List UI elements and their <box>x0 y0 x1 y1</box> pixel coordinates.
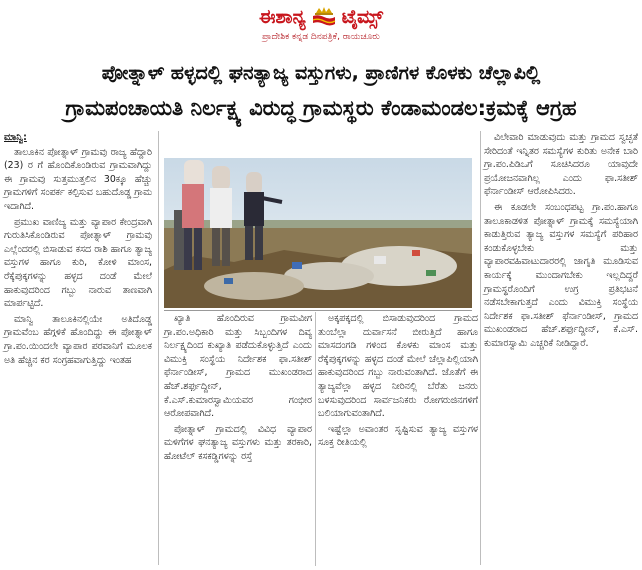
news-photo <box>164 158 472 308</box>
article-paragraph: ತಾಲೂಕಿನ ಪೋತ್ನಾಳ್ ಗ್ರಾಮವು ರಾಜ್ಯ ಹೆದ್ದಾರಿ (23) ರ ಗೆ ಹೊಂದಿಕೊಂಡಿರುವ ಗ್ರಾಮವಾಗಿದ್ದು ಈ ಗ್ರಾಮವು ಸುತ್ತಮುತ್ತಲಿನ 30ಕ್ಕೂ ಹೆಚ್ಚು ಗ್ರಾಮಗಳಿಗೆ ಸಂಪರ್ಕ ಕಲ್ಪಿಸುವ ಬಹುದೊಡ್ಡ ಗ್ರಾಮ ಇದಾಗಿದೆ. <box>4 146 152 212</box>
column-divider <box>480 131 481 565</box>
article-paragraph: ಇಷ್ಟೆಲ್ಲಾ ಅವಾಂತರ ಸೃಷ್ಟಿಸುವ ತ್ಯಾಜ್ಯ ವಸ್ತುಗಳ ಸೂಕ್ತ ರೀತಿಯಲ್ಲಿ <box>318 423 478 449</box>
column-divider <box>158 131 159 565</box>
garbage-site-photo-image <box>164 158 472 308</box>
headline-primary: ಪೋತ್ನಾಳ್ ಹಳ್ಳದಲ್ಲಿ ಘನತ್ಯಾಜ್ಯ ವಸ್ತುಗಳು, ಪ್ರಾಣಿಗಳ ಕೊಳಕು ಚೆಲ್ಲಾಪಿಲ್ಲಿ <box>101 62 541 84</box>
article-paragraph: ಈ ಕೂಡಲೇ ಸಂಬಂಧಪಟ್ಟ ಗ್ರಾ.ಪಂ.ಹಾಗೂ ತಾಲೂಕಾಡಳಿತ ಪೋತ್ನಾಳ್ ಗ್ರಾಮಕ್ಕೆ ಸಮಸ್ಯೆಯಾಗಿ ಕಾಡುತ್ತಿರುವ ತ್ಯಾಜ್ಯ ವಸ್ತುಗಳ ಸಮಸ್ಯೆಗೆ ಪರಿಹಾರ ಕಂಡುಕೊಳ್ಳಬೇಕು ಮತ್ತು ವ್ಯಾಪಾರವಹಿವಾಟುದಾರರಲ್ಲಿ ಜಾಗೃತಿ ಮೂಡಿಸುವ ಕಾರ್ಯಕ್ಕೆ ಮುಂದಾಗಬೇಕು ಇಲ್ಲದಿದ್ದರೆ ಗ್ರಾಮಸ್ಥರೊಂದಿಗೆ ಉಗ್ರ ಪ್ರತಿಭಟನೆ ನಡೆಸಬೇಕಾಗುತ್ತದೆ ಎಂದು ವಿಮುಕ್ತಿ ಸಂಸ್ಥೆಯ ನಿರ್ದೇಶಕ ಫಾ.ಸತೀಶ್ ಫೆರ್ನಾಂಡೀಸ್, ಗ್ರಾಮದ ಮುಖಂಡರಾದ ಹೆಚ್.ಶರ್ಫುದ್ದೀನ್, ಕೆ.ಎಸ್. ಕುಮಾರಸ್ವಾಮಿ ಎಚ್ಚರಿಕೆ ನೀಡಿದ್ದಾರೆ. <box>484 201 638 349</box>
article-paragraph: ಖ್ಯಾತಿ ಹೊಂದಿರುವ ಗ್ರಾಮವೀಗ ಗ್ರಾ.ಪಂ.ಅಧಿಕಾರಿ ಮತ್ತು ಸಿಬ್ಬಂದಿಗಳ ದಿವ್ಯ ನಿರ್ಲಕ್ಷ್ಯದಿಂದ ಕುಖ್ಯಾತಿ ಪಡೆದುಕೊಳ್ಳುತ್ತಿದೆ ಎಂದು ವಿಮುಕ್ತಿ ಸಂಸ್ಥೆಯ ನಿರ್ದೇಶಕ ಫಾ.ಸತೀಶ್ ಫೆರ್ನಾಂಡೀಸ್, ಗ್ರಾಮದ ಮುಖಂಡರಾದ ಹೆಚ್.ಶರ್ಫುದ್ದೀನ್, ಕೆ.ಎಸ್.ಕುಮಾರಸ್ವಾಮಿಯವರ ಗಂಭೀರ ಆರೋಪವಾಗಿದೆ. <box>164 313 312 420</box>
article-column-middle-2 <box>318 312 478 566</box>
tagline: ಪ್ರಾದೇಶಿಕ ಕನ್ನಡ ದಿನಪತ್ರಿಕೆ, ರಾಯಚೂರು <box>262 32 380 42</box>
masthead <box>0 0 642 52</box>
article-paragraph: ಪ್ರಮುಖ ವಾಣಿಜ್ಯ ಮತ್ತು ವ್ಯಾಪಾರ ಕೇಂದ್ರವಾಗಿ ಗುರುತಿಸಿಕೊಂಡಿರುವ ಪೋತ್ನಾಳ್ ಗ್ರಾಮವು ಎಲ್ಲೆಂದರಲ್ಲಿ ಬಿಸಾಡುವ ಕಸದ ರಾಶಿ ಹಾಗೂ ತ್ಯಾಜ್ಯ ವಸ್ತುಗಳ ಹಾಗೂ ಕುರಿ, ಕೋಳಿ ಮಾಂಸ, ರೆಕ್ಕೆಪುಕ್ಕಗಳನ್ನು ಹಳ್ಳದ ದಂಡೆ ಮೇಲೆ ಹಾಕುವುದರಿಂದ ಗಬ್ಬು ನಾರುವ ತಾಣವಾಗಿ ಮಾರ್ಪಟ್ಟಿದೆ. <box>4 216 152 310</box>
article-paragraph: ಪೋತ್ನಾಳ್ ಗ್ರಾಮದಲ್ಲಿ ವಿವಿಧ ವ್ಯಾಪಾರ ಮಳಿಗೆಗಳ ಘನತ್ಯಾಜ್ಯ ವಸ್ತುಗಳು ಮತ್ತು ತರಕಾರಿ, ಹೋಟೆಲ್ ಕಸಕಡ್ಡಿಗಳನ್ನು ರಸ್ತೆ <box>164 423 312 462</box>
article-column-middle-1 <box>164 312 312 566</box>
article-column-left <box>4 131 152 567</box>
brand-logo <box>230 4 412 30</box>
brand-name-left: ಈಶಾನ್ಯ <box>258 6 306 28</box>
article-column-right <box>484 131 638 567</box>
photo-bottom-rule <box>164 310 472 311</box>
headline-secondary: ಗ್ರಾಮಪಂಚಾಯತಿ ನಿರ್ಲಕ್ಷ್ಯ ವಿರುದ್ಧ ಗ್ರಾಮಸ್ಥರು ಕೆಂಡಾಮಂಡಲ:ಕ್ರಮಕ್ಕೆ ಆಗ್ರಹ <box>65 96 577 120</box>
article-paragraph: ಮಾನ್ವಿ ತಾಲೂಕಿನಲ್ಲಿಯೇ ಅತಿದೊಡ್ಡ ಗ್ರಾಮವೆಂಬ ಹೆಗ್ಗಳಿಕೆ ಹೊಂದಿದ್ದು ಈ ಪೋತ್ನಾಳ್ ಗ್ರಾ.ಪಂ.ಯಿಂದಲೇ ವ್ಯಾಪಾರ ಪರವಾನಿಗೆ ಮೂಲಕ ಅತಿ ಹೆಚ್ಚಿನ ಕರ ಸಂಗ್ರಹವಾಗುತ್ತಿದ್ದು ಇಂತಹ <box>4 313 152 366</box>
article-paragraph: ಅಕ್ಕಪಕ್ಕದಲ್ಲಿ ಬಿಸಾಡುವುದರಿಂದ ಗ್ರಾಮದ ತುಂಬೆಲ್ಲಾ ದುರ್ವಾಸನೆ ಬೀರುತ್ತಿದೆ ಹಾಗೂ ಮಾಸದಂಗಡಿ ಗಳಿಂದ ಕೊಳಕು ಮಾಂಸ ಮತ್ತು ರೆಕ್ಕೆಪುಕ್ಕಗಳನ್ನು ಹಳ್ಳದ ದಂಡೆ ಮೇಲೆ ಚೆಲ್ಲಾಪಿಲ್ಲಿಯಾಗಿ ಹಾಕುವುದರಿಂದ ಗಬ್ಬು ನಾರುವಂತಾಗಿದೆ. ಜೊತೆಗೆ ಈ ತ್ಯಾಜ್ಯವೆಲ್ಲಾ ಹಳ್ಳದ ನೀರಿನಲ್ಲಿ ಬೆರೆತು ಜನರು ಬಳಸುವುದರಿಂದ ಸಾರ್ವಜನಿಕರು ರೋಗರುಜಿನಗಳಿಗೆ ಬಲಿಯಾಗುವಂತಾಗಿದೆ. <box>318 313 478 420</box>
column-divider <box>315 312 316 566</box>
brand-name-right: ಟೈಮ್ಸ್ <box>341 6 384 28</box>
crowned-flag-emblem-icon <box>310 6 338 28</box>
dateline: ಮಾನ್ವಿ: <box>4 132 27 143</box>
article-paragraph: ವಿಲೇವಾರಿ ಮಾಡುವುದು ಮತ್ತು ಗ್ರಾಮದ ಸ್ವಚ್ಛತೆ ಸೇರಿದಂತೆ ಇನ್ನಿತರ ಸಮಸ್ಯೆಗಳ ಕುರಿತು ಅನೇಕ ಬಾರಿ ಗ್ರಾ.ಪಂ.ಪಿಡಿಒಗೆ ಸೂಚಿಸಿದರೂ ಯಾವುದೇ ಪ್ರಯೋಜನವಾಗಿಲ್ಲ ಎಂದು ಫಾ.ಸತೀಶ್ ಫೆರ್ನಾಂಡೀಸ್ ಆರೋಪಿಸಿದರು. <box>484 132 638 198</box>
